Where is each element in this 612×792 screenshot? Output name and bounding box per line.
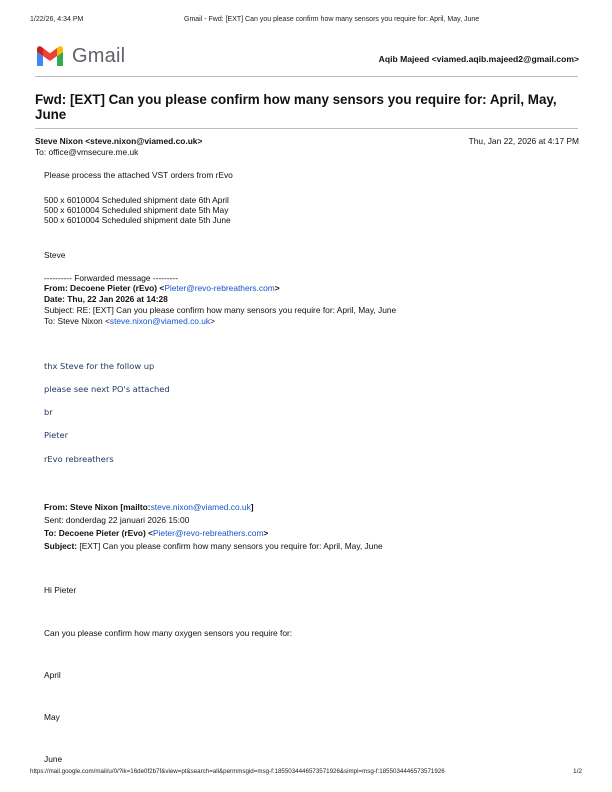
reply-line-4: Pieter (44, 430, 68, 440)
forwarded-subject: Subject: RE: [EXT] Can you please confirm how many sensors you require for: April, May, June (44, 305, 397, 315)
body-signoff: Steve (44, 250, 66, 260)
print-page-title: Gmail - Fwd: [EXT] Can you please confirm how many sensors you require for: April, May, June (184, 16, 480, 23)
order-line-3: 500 x 6010004 Scheduled shipment date 5th June (44, 215, 231, 225)
forwarded-marker: ---------- Forwarded message --------- (44, 273, 178, 283)
body-intro: Please process the attached VST orders from rEvo (44, 170, 233, 180)
reply-line-3: br (44, 407, 53, 417)
quoted-month-june: June (44, 754, 63, 764)
quoted-question: Can you please confirm how many oxygen sensors you require for: (44, 628, 293, 638)
quoted-greeting: Hi Pieter (44, 585, 77, 595)
message-sender[interactable]: Steve Nixon <steve.nixon@viamed.co.uk> (35, 136, 203, 146)
print-footer-url: https://mail.google.com/mail/u/0/?ik=16de0f2b7f&view=pt&search=all&permmsgid=msg-f:1855034446573571926&simpl=msg-f:1855034446573571926 (30, 768, 445, 775)
print-page-number: 1/2 (572, 768, 582, 775)
thread-subject: Fwd: [EXT] Can you please confirm how many sensors you require for: April, May, June (35, 92, 557, 122)
forwarded-to: To: Steve Nixon <steve.nixon@viamed.co.uk> (44, 316, 215, 326)
quoted-to-email-link[interactable]: Pieter@revo-rebreathers.com (152, 528, 264, 538)
reply-line-1: thx Steve for the follow up (44, 361, 155, 371)
order-line-2: 500 x 6010004 Scheduled shipment date 5th May (44, 205, 229, 215)
quoted-month-april: April (44, 670, 61, 680)
forwarded-from-email-link[interactable]: Pieter@revo-rebreathers.com (164, 283, 275, 293)
header-divider (35, 76, 578, 77)
quoted-month-may: May (44, 712, 60, 722)
forwarded-to-email-link[interactable]: steve.nixon@viamed.co.uk (109, 316, 211, 326)
subject-divider (35, 128, 578, 129)
order-line-1: 500 x 6010004 Scheduled shipment date 6th April (44, 195, 229, 205)
quoted-sent: Sent: donderdag 22 januari 2026 15:00 (44, 515, 190, 525)
quoted-to: To: Decoene Pieter (rEvo) <Pieter@revo-rebreathers.com> (44, 528, 269, 538)
reply-line-5: rEvo rebreathers (44, 454, 114, 464)
print-datetime: 1/22/26, 4:34 PM (30, 16, 84, 23)
quoted-from-email-link[interactable]: steve.nixon@viamed.co.uk (150, 502, 251, 512)
message-recipient: To: office@vmsecure.me.uk (35, 147, 139, 157)
quoted-subject: Subject: [EXT] Can you please confirm how many sensors you require for: April, May, June (44, 541, 383, 551)
quoted-from: From: Steve Nixon [mailto:steve.nixon@viamed.co.uk] (44, 502, 254, 512)
gmail-envelope-icon (35, 45, 65, 67)
gmail-logo (35, 45, 126, 72)
forwarded-from: From: Decoene Pieter (rEvo) <Pieter@revo-rebreathers.com> (44, 283, 280, 293)
gmail-wordmark: Gmail (72, 45, 126, 67)
message-date: Thu, Jan 22, 2026 at 4:17 PM (468, 136, 579, 146)
account-owner: Aqib Majeed <viamed.aqib.majeed2@gmail.com> (378, 54, 579, 64)
reply-line-2: please see next PO's attached (44, 384, 170, 394)
forwarded-date: Date: Thu, 22 Jan 2026 at 14:28 (44, 294, 168, 304)
